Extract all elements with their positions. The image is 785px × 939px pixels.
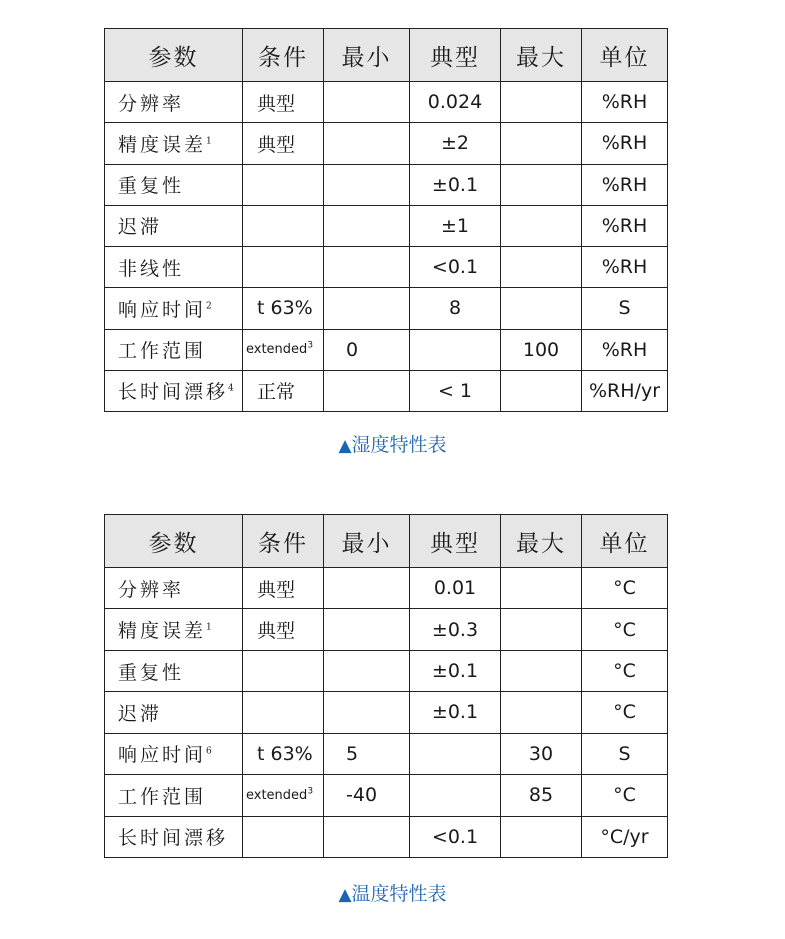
cell-typ: 0.024 — [410, 82, 501, 123]
header-min: 最小 — [324, 29, 410, 82]
footnote-mark: 1 — [206, 622, 212, 633]
cell-unit: %RH — [582, 123, 668, 164]
header-typ: 典型 — [410, 29, 501, 82]
cell-max — [501, 370, 582, 411]
param-label: 长时间漂移 — [118, 827, 229, 850]
cell-condition — [243, 164, 324, 205]
cell-max — [501, 164, 582, 205]
condition-label: extended — [246, 342, 308, 358]
table-row — [105, 692, 668, 733]
cell-typ: ±0.1 — [410, 650, 501, 691]
param-label: 精度误差 — [118, 133, 207, 156]
condition-label: 典型 — [257, 133, 296, 156]
cell-max: 100 — [501, 329, 582, 370]
footnote-mark: 1 — [206, 136, 212, 147]
condition-label: t 63% — [257, 297, 313, 320]
cell-min — [324, 247, 410, 288]
cell-param — [105, 733, 243, 774]
param-label: 重复性 — [118, 175, 185, 198]
condition-label: extended — [246, 787, 308, 803]
condition-label: t 63% — [257, 742, 313, 765]
cell-condition — [243, 816, 324, 857]
triangle-icon: ▲ — [338, 436, 352, 456]
caption-text: 湿度特性表 — [351, 434, 447, 456]
cell-typ: ±0.1 — [410, 692, 501, 733]
cell-param — [105, 568, 243, 609]
cell-condition — [243, 609, 324, 650]
table-row — [105, 82, 668, 123]
table-row — [105, 816, 668, 857]
cell-max — [501, 650, 582, 691]
table-row — [105, 609, 668, 650]
cell-unit: %RH — [582, 82, 668, 123]
table-row — [105, 288, 668, 329]
param-label: 工作范围 — [118, 785, 207, 808]
cell-condition — [243, 568, 324, 609]
header-param: 参数 — [105, 29, 243, 82]
triangle-icon: ▲ — [338, 885, 352, 905]
cell-min — [324, 650, 410, 691]
cell-condition — [243, 692, 324, 733]
footnote-mark: 6 — [206, 747, 212, 758]
param-label: 迟滞 — [118, 702, 163, 725]
cell-unit: S — [582, 288, 668, 329]
cell-param — [105, 816, 243, 857]
table-header-row — [105, 29, 668, 82]
cell-condition — [243, 733, 324, 774]
table-row — [105, 733, 668, 774]
cell-max — [501, 288, 582, 329]
cell-min — [324, 816, 410, 857]
cell-condition — [243, 370, 324, 411]
cell-typ: 8 — [410, 288, 501, 329]
cell-unit: %RH — [582, 205, 668, 246]
cell-max — [501, 205, 582, 246]
cell-max — [501, 816, 582, 857]
condition-label: 典型 — [257, 92, 296, 115]
header-min: 最小 — [324, 515, 410, 568]
cell-typ: ±1 — [410, 205, 501, 246]
table-row — [105, 775, 668, 816]
humidity-spec-table — [104, 28, 668, 412]
humidity-table-caption — [0, 430, 785, 457]
cell-param — [105, 609, 243, 650]
cell-typ — [410, 329, 501, 370]
cell-max — [501, 568, 582, 609]
cell-param — [105, 164, 243, 205]
cell-unit: °C — [582, 650, 668, 691]
param-label: 分辨率 — [118, 92, 185, 115]
param-label: 分辨率 — [118, 578, 185, 601]
cell-min — [324, 164, 410, 205]
table-row — [105, 650, 668, 691]
cell-condition — [243, 205, 324, 246]
temperature-table-caption — [0, 879, 785, 906]
table-row — [105, 164, 668, 205]
cell-typ: < 1 — [410, 370, 501, 411]
cell-min — [324, 82, 410, 123]
cell-param — [105, 205, 243, 246]
cell-condition — [243, 247, 324, 288]
cell-unit: %RH — [582, 247, 668, 288]
param-label: 精度误差 — [118, 620, 207, 643]
table-row — [105, 247, 668, 288]
caption-text: 温度特性表 — [351, 883, 447, 905]
cell-max: 85 — [501, 775, 582, 816]
cell-param — [105, 123, 243, 164]
cell-unit: %RH/yr — [582, 370, 668, 411]
param-label: 非线性 — [118, 257, 185, 280]
footnote-mark: 3 — [307, 786, 314, 797]
cell-typ: 0.01 — [410, 568, 501, 609]
table-header-row — [105, 515, 668, 568]
cell-condition — [243, 82, 324, 123]
cell-min — [324, 609, 410, 650]
cell-param — [105, 288, 243, 329]
header-condition: 条件 — [243, 515, 324, 568]
param-label: 响应时间 — [118, 744, 207, 767]
cell-max — [501, 82, 582, 123]
table-row — [105, 123, 668, 164]
cell-min — [324, 568, 410, 609]
table-row — [105, 370, 668, 411]
table-row — [105, 568, 668, 609]
cell-typ — [410, 775, 501, 816]
cell-unit: °C — [582, 775, 668, 816]
temperature-spec-table — [104, 514, 668, 858]
condition-label: 正常 — [257, 381, 296, 404]
cell-unit: °C — [582, 568, 668, 609]
cell-condition — [243, 650, 324, 691]
footnote-mark: 2 — [206, 301, 212, 312]
param-label: 重复性 — [118, 661, 185, 684]
header-condition: 条件 — [243, 29, 324, 82]
cell-unit: S — [582, 733, 668, 774]
footnote-mark: 4 — [228, 384, 234, 395]
cell-condition — [243, 775, 324, 816]
cell-param — [105, 370, 243, 411]
header-max: 最大 — [501, 515, 582, 568]
cell-min — [324, 370, 410, 411]
header-param: 参数 — [105, 515, 243, 568]
cell-max: 30 — [501, 733, 582, 774]
table-row — [105, 329, 668, 370]
cell-min — [324, 205, 410, 246]
header-max: 最大 — [501, 29, 582, 82]
cell-condition — [243, 123, 324, 164]
cell-unit: °C — [582, 692, 668, 733]
condition-label: 典型 — [257, 578, 296, 601]
cell-unit: %RH — [582, 329, 668, 370]
cell-typ — [410, 733, 501, 774]
cell-unit: °C/yr — [582, 816, 668, 857]
cell-max — [501, 123, 582, 164]
header-typ: 典型 — [410, 515, 501, 568]
param-label: 响应时间 — [118, 298, 207, 321]
cell-max — [501, 609, 582, 650]
cell-typ: <0.1 — [410, 816, 501, 857]
cell-max — [501, 247, 582, 288]
cell-min — [324, 288, 410, 329]
cell-typ: <0.1 — [410, 247, 501, 288]
header-unit: 单位 — [582, 515, 668, 568]
table-row — [105, 205, 668, 246]
cell-min: 5 — [324, 733, 410, 774]
cell-min: -40 — [324, 775, 410, 816]
cell-typ: ±0.1 — [410, 164, 501, 205]
cell-max — [501, 692, 582, 733]
param-label: 迟滞 — [118, 216, 163, 239]
cell-param — [105, 329, 243, 370]
param-label: 工作范围 — [118, 340, 207, 363]
cell-param — [105, 692, 243, 733]
cell-param — [105, 82, 243, 123]
cell-param — [105, 775, 243, 816]
param-label: 长时间漂移 — [118, 381, 229, 404]
header-unit: 单位 — [582, 29, 668, 82]
cell-min — [324, 123, 410, 164]
cell-typ: ±2 — [410, 123, 501, 164]
cell-unit: °C — [582, 609, 668, 650]
cell-min: 0 — [324, 329, 410, 370]
cell-param — [105, 247, 243, 288]
condition-label: 典型 — [257, 620, 296, 643]
cell-typ: ±0.3 — [410, 609, 501, 650]
cell-unit: %RH — [582, 164, 668, 205]
cell-condition — [243, 329, 324, 370]
cell-condition — [243, 288, 324, 329]
cell-min — [324, 692, 410, 733]
footnote-mark: 3 — [307, 340, 314, 351]
cell-param — [105, 650, 243, 691]
